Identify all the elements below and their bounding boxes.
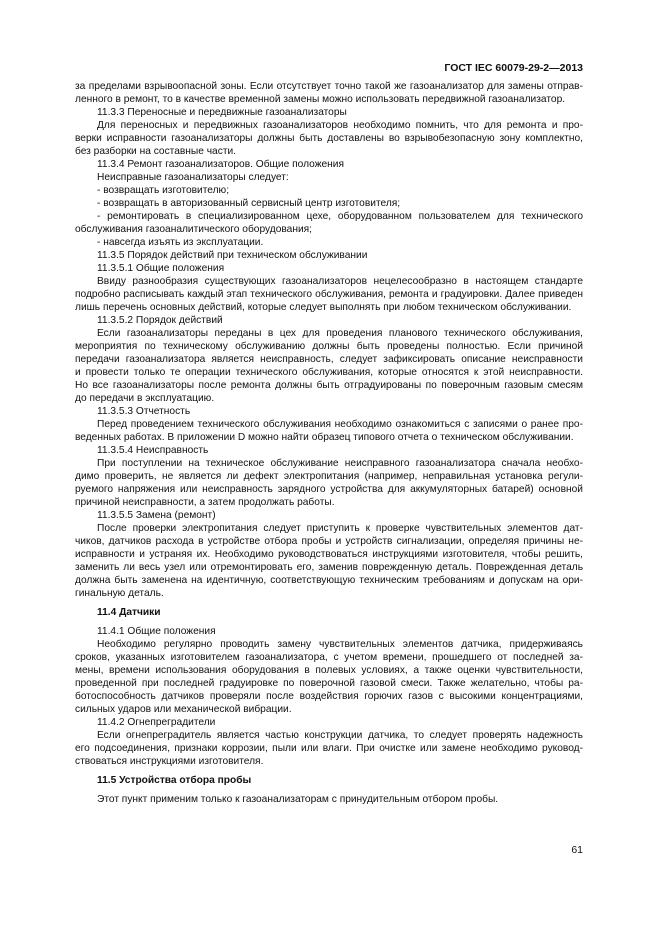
text-line: - навсегда изъять из эксплуатации.: [97, 237, 264, 248]
text-line: После проверки электропитания следует приступить к проверке чувствительных элементов дат-: [97, 523, 583, 534]
text-line: Необходимо регулярно проводить замену чувствительных элементов датчика, придерживаясь: [97, 639, 583, 650]
text-line: передачи газоанализатора является неисправность, следует зафиксировать описание неисправности: [75, 354, 583, 365]
text-line: причиной неисправности, а затем продолжать работы.: [75, 497, 335, 508]
document-body: [75, 80, 583, 806]
text-line: до передачи в эксплуатацию.: [75, 393, 215, 404]
text-line: мероприятия по техническому обслуживанию должны быть проведены полностью. Если причиной: [75, 341, 583, 352]
section-heading: 11.4 Датчики: [97, 607, 161, 618]
text-line: димо проверить, не является ли дефект электропитания (например, неправильная установка регули-: [75, 471, 583, 482]
section-heading: 11.5 Устройства отбора пробы: [97, 775, 252, 786]
text-line: Если огнепреградитель является частью конструкции датчика, то следует проверять надежность: [97, 730, 583, 741]
text-line: заменить ли весь узел или отремонтировать его, заменив поврежденную деталь. Поврежденная деталь: [75, 562, 583, 573]
text-line: 11.3.5.3 Отчетность: [97, 406, 191, 417]
text-line: - возвращать изготовителю;: [97, 185, 230, 196]
text-line: чиков, датчиков расхода в устройстве отбора пробы и устройств сигнализации, определяя причины не-: [75, 536, 583, 547]
text-line: сильных ударов или механической вибрации.: [75, 704, 292, 715]
text-line: и провести только те операции технического обслуживания, которые относятся к этой неисправности.: [75, 367, 583, 378]
text-line: веденных работах. В приложении D можно найти образец типового отчета о техническом обслуживании.: [75, 432, 574, 443]
text-line: Этот пункт применим только к газоанализаторам с принудительным отбором пробы.: [97, 794, 499, 805]
text-line: ствоваться инструкциями изготовителя.: [75, 756, 264, 767]
text-line: 11.4.2 Огнепреградители: [97, 717, 216, 728]
text-line: подробно расписывать каждый этап технического обслуживания, ремонта и градуировки. Далее приведен: [75, 289, 583, 300]
page-number: 61: [571, 844, 583, 856]
text-line: 11.3.4 Ремонт газоанализаторов. Общие положения: [97, 159, 345, 170]
text-line: Но все газоанализаторы после ремонта должны быть отградуированы по поверочным газовым смесям: [75, 380, 583, 391]
document-header: ГОСТ IEC 60079-29-2—2013: [444, 62, 583, 74]
text-line: за пределами взрывоопасной зоны. Если отсутствует точно такой же газоанализатор для замены отправ-: [75, 81, 583, 92]
text-line: 11.3.5.2 Порядок действий: [97, 315, 223, 326]
text-line: проведенной при последней градуировке по поверочной газовой смеси. Также желательно, чтобы ра-: [75, 678, 583, 689]
text-line: верки исправности газоанализаторы должны быть доставлены во взрывобезопасную зону комплектно,: [75, 133, 583, 144]
text-line: лишь перечень основных действий, которые следует выполнять при любом техническом обслуживании.: [75, 302, 572, 313]
text-line: без разборки на составные части.: [75, 146, 236, 157]
text-line: При поступлении на техническое обслуживание неисправного газоанализатора сначала необхо-: [97, 458, 583, 469]
text-line: должна быть заменена на идентичную, соответствующую техническим требованиям и допускам на ори-: [75, 575, 583, 586]
text-line: 11.3.5.1 Общие положения: [97, 263, 225, 274]
text-line: обслуживания газоаналитического оборудования;: [75, 224, 312, 235]
text-line: сроков, указанных изготовителем газоанализатора, с учетом времени, прошедшего от последней за-: [75, 652, 583, 663]
text-line: мены, времени использования оборудования в полевых условиях, а также оценки чувствительности,: [75, 665, 583, 676]
text-line: 11.3.5.5 Замена (ремонт): [97, 510, 216, 521]
text-line: исправности и устраняя их. Необходимо руководствоваться инструкциями изготовителя, чтобы решить,: [75, 549, 583, 560]
text-line: гинальную деталь.: [75, 588, 164, 599]
text-line: Для переносных и передвижных газоанализаторов необходимо помнить, что для ремонта и про-: [97, 120, 583, 131]
text-line: - ремонтировать в специализированном цехе, оборудованном пользователем для технического: [97, 211, 583, 222]
text-line: 11.3.5 Порядок действий при техническом обслуживании: [97, 250, 368, 261]
text-line: Неисправные газоанализаторы следует:: [97, 172, 289, 183]
text-line: руемого напряжения или неисправность зарядного устройства для аккумуляторных батарей) основной: [75, 484, 583, 495]
text-line: 11.3.3 Переносные и передвижные газоанализаторы: [97, 107, 347, 118]
text-line: его подсоединения, признаки коррозии, пыли или влаги. При очистке или замене необходимо руковод-: [75, 743, 583, 754]
text-line: Если газоанализаторы переданы в цех для проведения планового технического обслуживания,: [97, 328, 583, 339]
text-line: ботоспособность датчиков проверяли после воздействия горючих газов с высокими концентрациями,: [75, 691, 583, 702]
text-line: Перед проведением технического обслуживания необходимо ознакомиться с записями о ранее про-: [97, 419, 583, 430]
text-line: - возвращать в авторизованный сервисный центр изготовителя;: [97, 198, 401, 209]
text-line: 11.3.5.4 Неисправность: [97, 445, 209, 456]
text-line: ленного в ремонт, то в качестве временной замены можно использовать передвижной газоанализатор.: [75, 94, 566, 105]
text-line: Ввиду разнообразия существующих газоанализаторов нецелесообразно в настоящем стандарте: [97, 276, 583, 287]
text-line: 11.4.1 Общие положения: [97, 626, 216, 637]
